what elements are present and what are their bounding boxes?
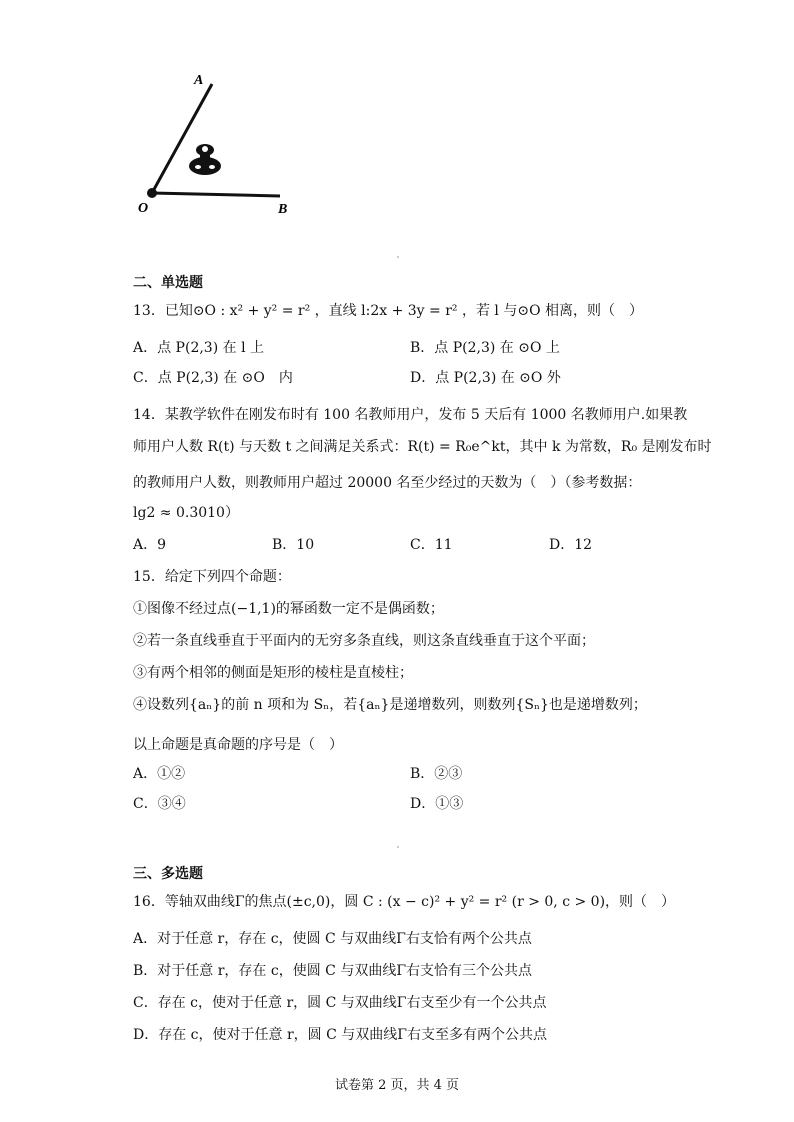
q16-option-a: A．对于任意 r，存在 c，使圆 C 与双曲线Γ右支恰有两个公共点 (133, 931, 532, 947)
q16-option-d: D．存在 c，使对于任意 r，圆 C 与双曲线Γ右支至多有两个公共点 (133, 1027, 547, 1043)
section-heading-single-choice: 二、单选题 (133, 275, 203, 291)
page-footer: 试卷第 2 页，共 4 页 (334, 1078, 460, 1093)
section-heading-multiple-choice: 三、多选题 (133, 866, 203, 882)
vertex-dot (147, 188, 157, 198)
q14-option-b: B．10 (272, 537, 315, 553)
separator-dot (397, 846, 399, 848)
q16-option-b: B．对于任意 r，存在 c，使圆 C 与双曲线Γ右支恰有三个公共点 (133, 963, 533, 979)
q15-option-a: A．①② (133, 766, 186, 782)
label-b: B (278, 202, 288, 217)
q15-stem: 15．给定下列四个命题： (133, 569, 291, 585)
q13-option-c: C．点 P(2,3) 在 ⊙O 内 (133, 370, 293, 386)
ray-oa (152, 84, 212, 193)
q15-question: 以上命题是真命题的序号是（ ） (133, 737, 343, 753)
q16-option-c: C．存在 c，使对于任意 r，圆 C 与双曲线Γ右支至少有一个公共点 (133, 995, 547, 1011)
q14-option-a: A．9 (133, 537, 167, 553)
q15-proposition-1: ①图像不经过点(−1,1)的幂函数一定不是偶函数； (133, 601, 444, 617)
q15-proposition-2: ②若一条直线垂直于平面内的无穷多条直线，则这条直线垂直于这个平面； (133, 633, 595, 649)
q15-option-d: D．①③ (410, 796, 464, 812)
q15-option-c: C．③④ (133, 796, 186, 812)
q13-stem: 13．已知⊙O : x² + y² = r² ，直线 l:2x + 3y = r² ，若 l 与⊙O 相离，则（ ） (133, 303, 644, 319)
q14-line-2: 师用户人数 R(t) 与天数 t 之间满足关系式：R(t) = R₀e^kt，其中 k 为常数，R₀ 是刚发布时 (133, 439, 712, 455)
ray-ob (152, 193, 280, 196)
q13-option-a: A．点 P(2,3) 在 l 上 (133, 340, 264, 356)
q14-line-4: lg2 ≈ 0.3010） (133, 505, 239, 521)
q14-line-3: 的教师用户人数，则教师用户超过 20000 名至少经过的天数为（ ）（参考数据： (133, 475, 642, 491)
separator-dot (397, 256, 399, 258)
q14-option-d: D．12 (549, 537, 593, 553)
label-o: O (138, 201, 149, 216)
q16-stem: 16．等轴双曲线Γ的焦点(±c,0)，圆 C : (x − c)² + y² = r² (r > 0, c > 0)，则（ ） (133, 894, 676, 910)
q14-line-1: 14．某教学软件在刚发布时有 100 名教师用户，发布 5 天后有 1000 名教师用户.如果教 (133, 407, 688, 423)
q15-proposition-4: ④设数列{aₙ}的前 n 项和为 Sₙ，若{aₙ}是递增数列，则数列{Sₙ}也是递增数列； (133, 697, 647, 713)
q15-option-b: B．②③ (410, 766, 463, 782)
angle-figure (130, 60, 310, 220)
q15-proposition-3: ③有两个相邻的侧面是矩形的棱柱是直棱柱； (133, 665, 413, 681)
q13-option-d: D．点 P(2,3) 在 ⊙O 外 (410, 370, 561, 386)
q13-option-b: B．点 P(2,3) 在 ⊙O 上 (410, 340, 560, 356)
label-a: A (194, 73, 204, 88)
q14-option-c: C．11 (410, 537, 453, 553)
object-icon (189, 144, 221, 175)
